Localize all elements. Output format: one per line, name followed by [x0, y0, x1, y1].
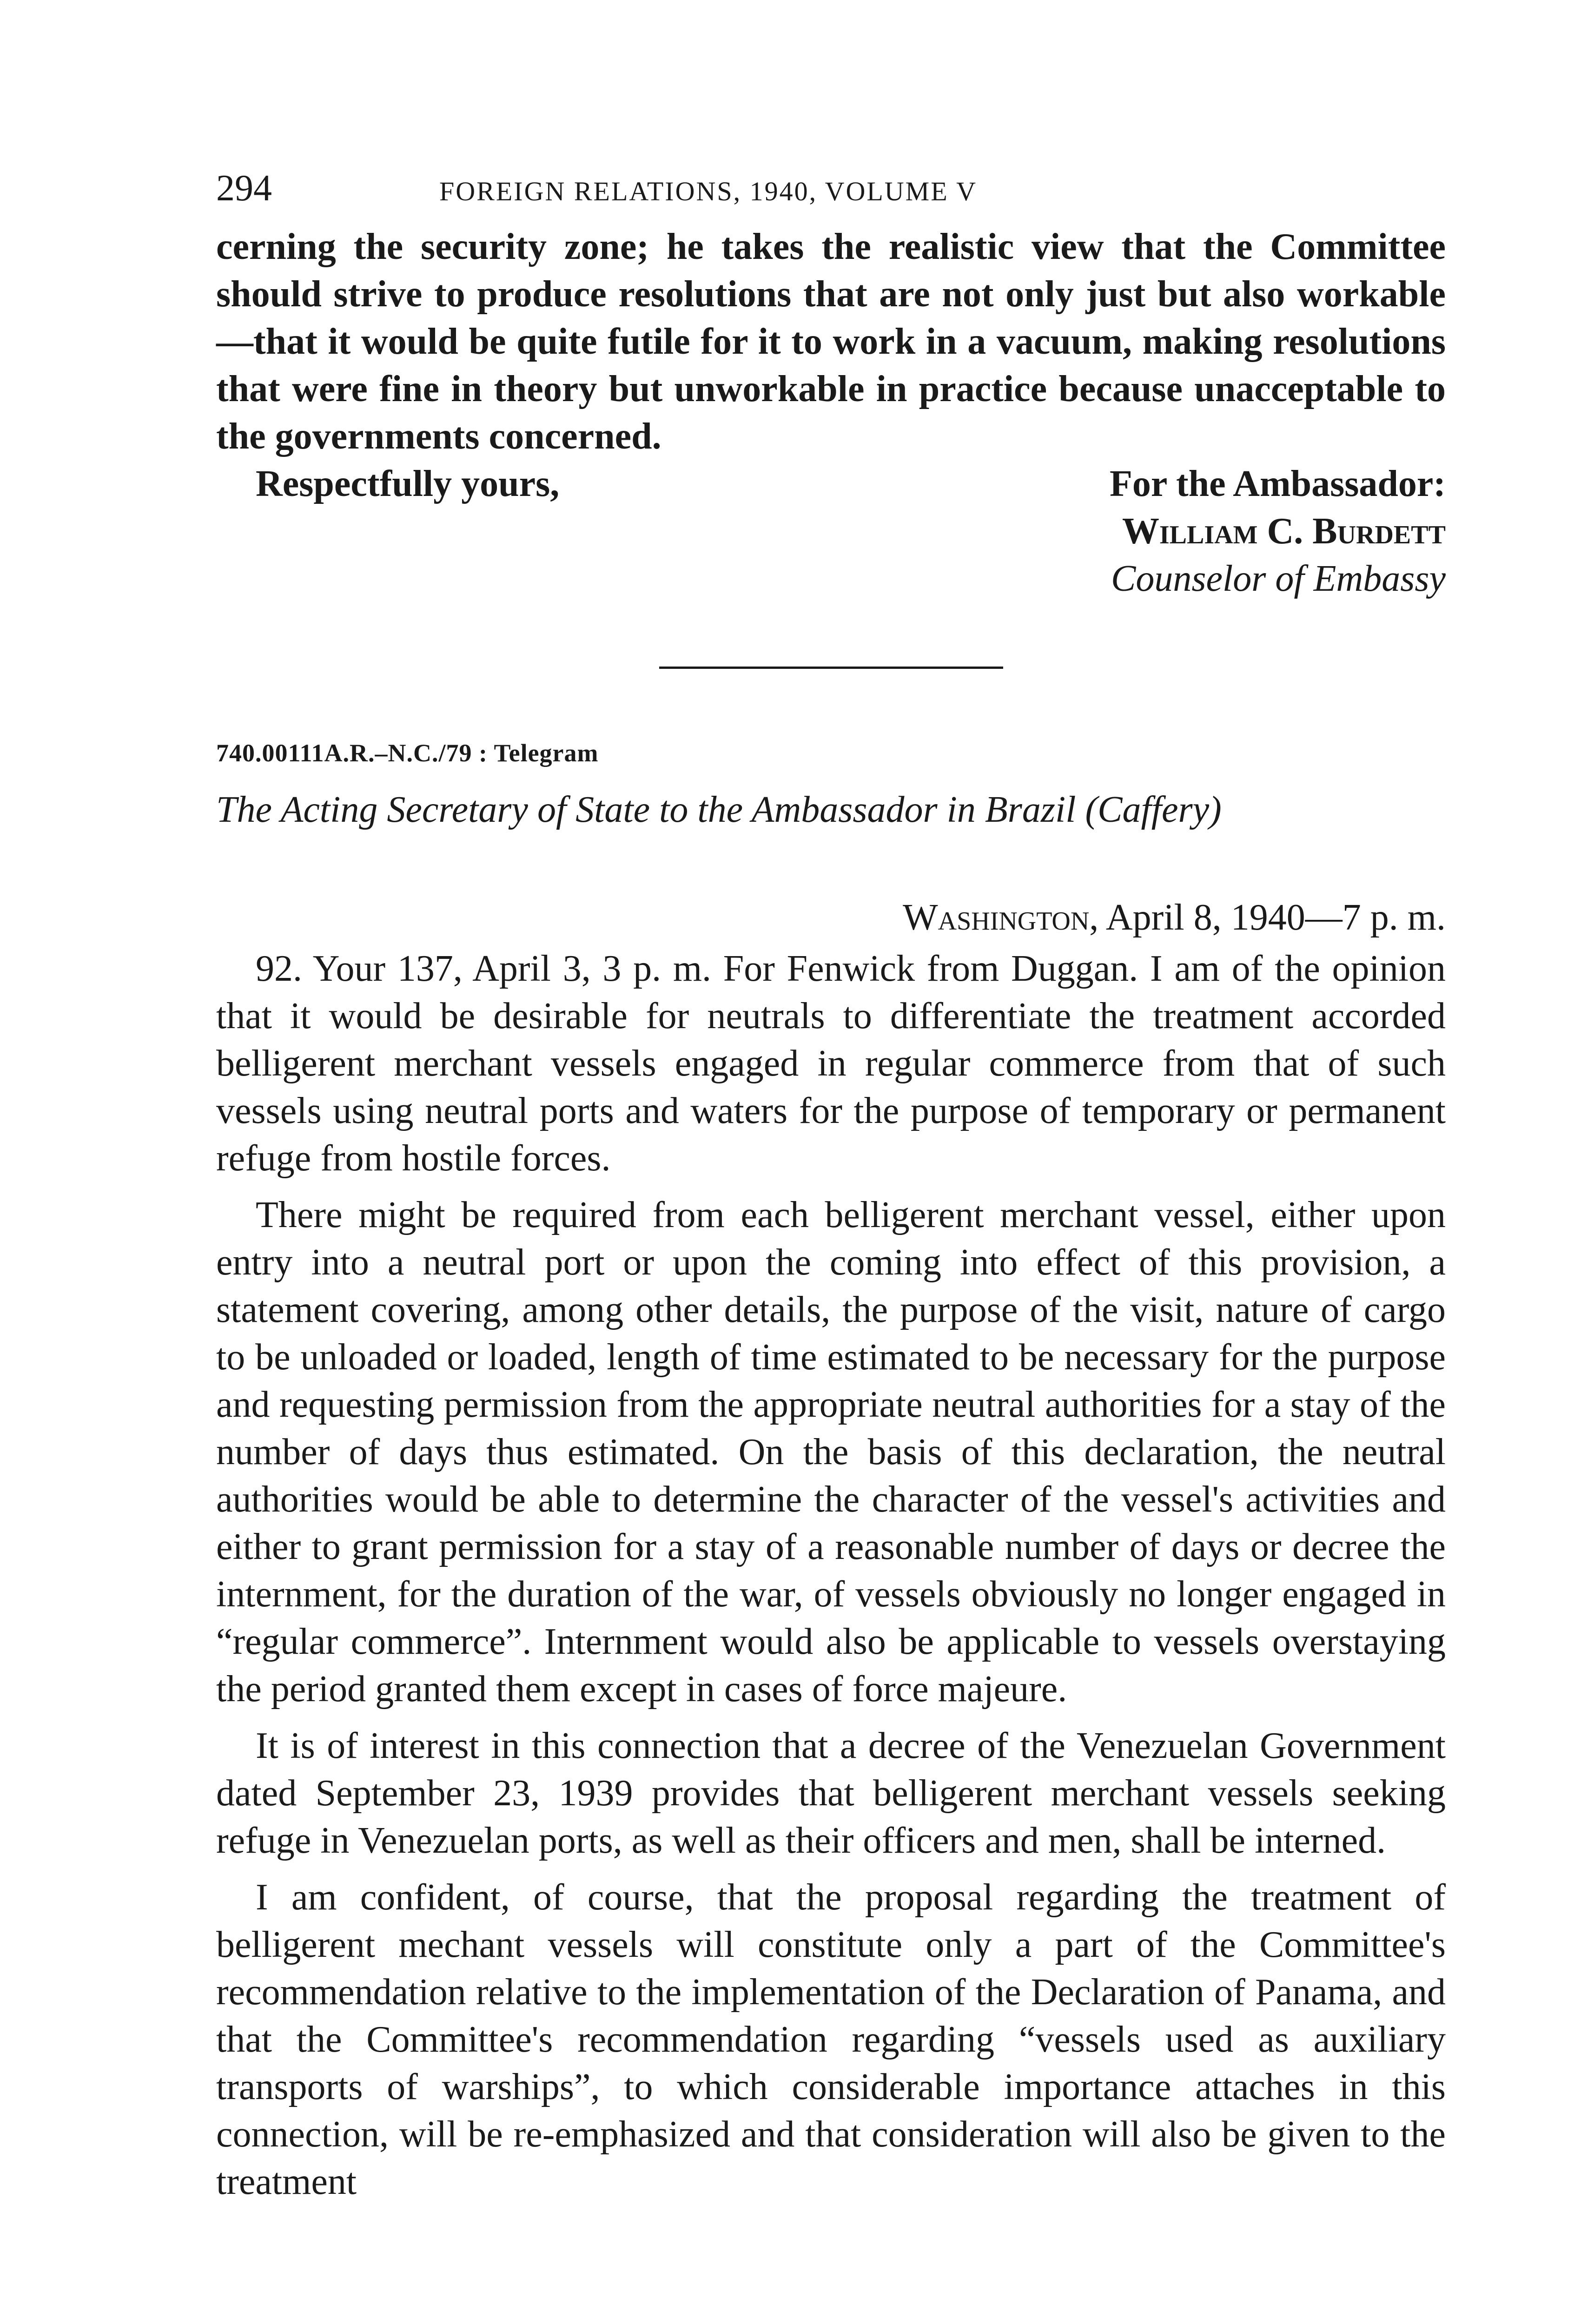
body-paragraph: 92. Your 137, April 3, 3 p. m. For Fenwick from Duggan. I am of the opinion that it would be desirable for neutrals to differentiate the treatment accorded belligerent merchant vessels engaged in regular commerce from that of such vessels using neutral ports and waters for the purpose of temporary or permanent refuge from hostile forces.	[216, 948, 1446, 1179]
page-number: 294	[216, 168, 272, 209]
signature-block	[1110, 460, 1446, 602]
body-paragraph: I am confident, of course, that the proposal regarding the treatment of belligerent mechant vessels will constitute only a part of the Committee's recommendation relative to the implementation of the Declaration of Panama, and that the Committee's recommendation regarding “vessels used as auxiliary transports of warships”, to which considerable importance attaches in this connection, will be re-emphasized and that consideration will also be given to the treatment	[216, 1877, 1446, 2202]
continuation-paragraph: cerning the security zone; he takes the realistic view that the Committee should strive to produce resolutions that are not only just but also workable—that it would be quite futile for it to work in a vacuum, making resolutions that were fine in theory but unworkable in practice because unacceptable to the governments concerned.	[216, 226, 1446, 457]
document-title: The Acting Secretary of State to the Ambassador in Brazil (Caffery)	[216, 789, 1222, 830]
telegram-body	[216, 945, 1446, 2205]
letter-closing	[216, 460, 1446, 602]
section-divider	[659, 667, 1003, 669]
running-head	[216, 167, 1446, 223]
body-paragraph: It is of interest in this connection that a decree of the Venezuelan Government dated September 23, 1939 provides that belligerent merchant vessels seeking refuge in Venezuelan ports, as well as their officers and men, shall be interned.	[216, 1725, 1446, 1861]
signature-name: William C. Burdett	[1122, 511, 1446, 552]
file-reference: 740.00111A.R.–N.C./79 : Telegram	[216, 739, 599, 767]
dateline-date: April 8, 1940—7 p. m.	[1105, 897, 1446, 938]
journal-title: FOREIGN RELATIONS, 1940, VOLUME V	[439, 176, 977, 206]
dateline	[216, 894, 1446, 941]
document-page	[216, 167, 1446, 2215]
salutation: Respectfully yours,	[256, 463, 560, 504]
for-ambassador-line: For the Ambassador:	[1110, 463, 1446, 504]
body-paragraph: There might be required from each belligerent merchant vessel, either upon entry into a neutral port or upon the coming into effect of this provision, a statement covering, among other details, the purpose of the visit, nature of cargo to be unloaded or loaded, length of time estimated to be necessary for the purpose and requesting permission from the appropriate neutral authorities for a stay of the number of days thus estimated. On the basis of this declaration, the neutral authorities would be able to determine the character of the vessel's activities and either to grant permission for a stay of a reasonable number of days or decree the internment, for the duration of the war, of vessels obviously no longer engaged in “regular commerce”. Internment would also be applicable to vessels overstaying the period granted them except in cases of force majeure.	[216, 1195, 1446, 1710]
signature-title: Counselor of Embassy	[1111, 558, 1446, 599]
dateline-place: Washington,	[903, 897, 1099, 938]
